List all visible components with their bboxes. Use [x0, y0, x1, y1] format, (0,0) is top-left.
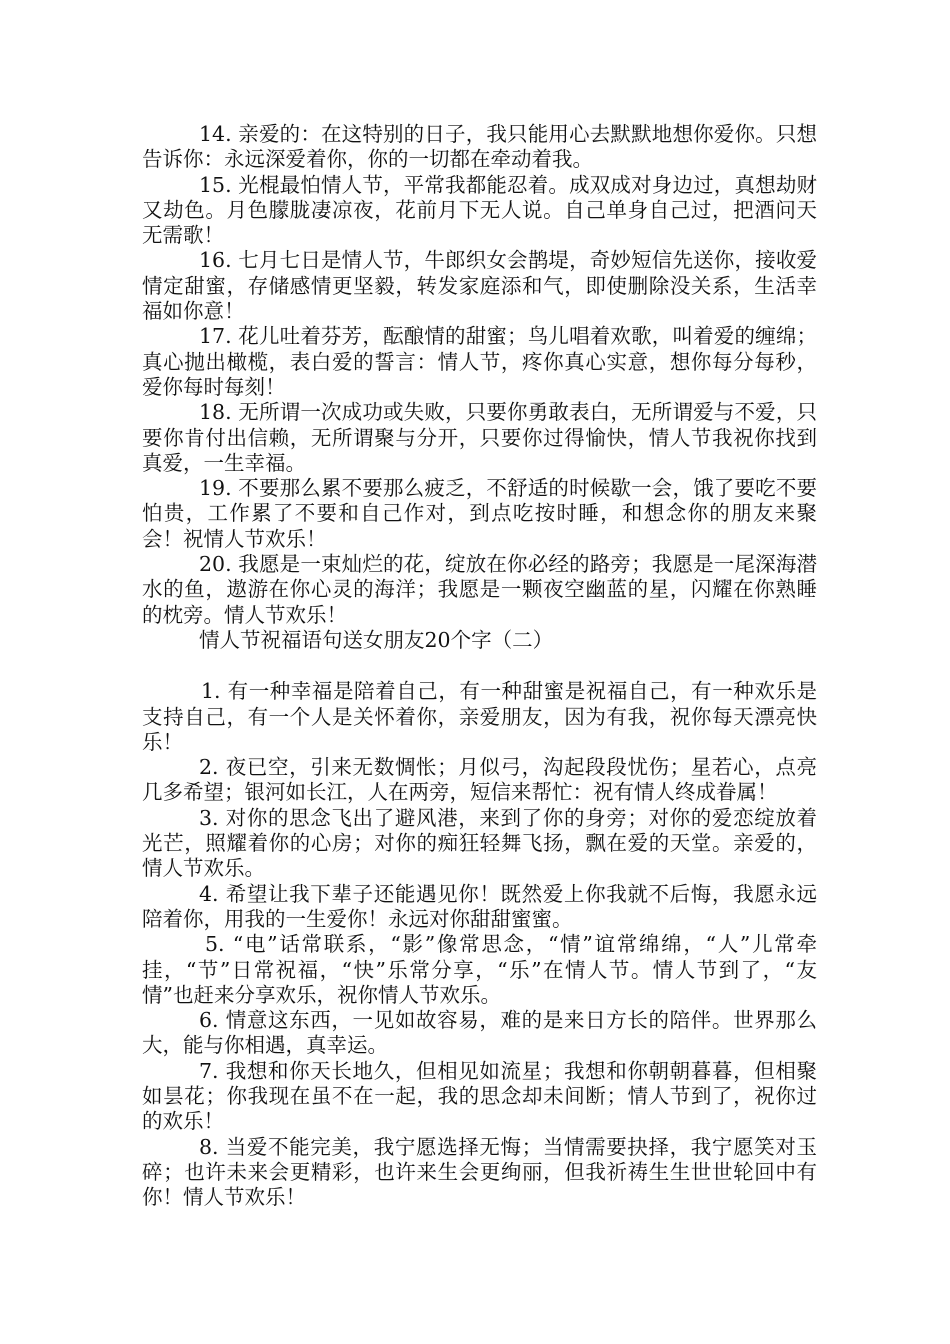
blank-line [142, 653, 817, 679]
list-item-3: 3. 对你的思念飞出了避风港，来到了你的身旁；对你的爱恋绽放着光芒，照耀着你的心房；对你的痴狂轻舞飞扬，飘在爱的天堂。亲爱的，情人节欢乐。 [142, 805, 817, 881]
list-item-17: 17. 花儿吐着芬芳，酝酿情的甜蜜；鸟儿唱着欢歌，叫着爱的缠绵；真心抛出橄榄，表白爱的誓言：情人节，疼你真心实意，想你每分每秒，爱你每时每刻！ [142, 324, 817, 399]
list-item-20: 20. 我愿是一束灿烂的花，绽放在你必经的路旁；我愿是一尾深海潜水的鱼，遨游在你心灵的海洋；我愿是一颗夜空幽蓝的星，闪耀在你熟睡的枕旁。情人节欢乐！ [142, 552, 817, 627]
list-item-14: 14. 亲爱的：在这特别的日子，我只能用心去默默地想你爱你。只想告诉你：永远深爱着你，你的一切都在牵动着我。 [142, 122, 817, 172]
list-item-4: 4. 希望让我下辈子还能遇见你！既然爱上你我就不后悔，我愿永远陪着你，用我的一生爱你！永远对你甜甜蜜蜜。 [142, 881, 817, 931]
list-item-5: 5. “电”话常联系，“影”像常思念，“情”谊常绵绵，“人”儿常牵挂，“节”日常祝福，“快”乐常分享，“乐”在情人节。情人节到了，“友情”也赶来分享欢乐，祝你情人节欢乐。 [142, 932, 817, 1007]
document-body [142, 122, 817, 1210]
list-item-19: 19. 不要那么累不要那么疲乏，不舒适的时候歇一会，饿了要吃不要怕贵，工作累了不要和自己作对，到点吃按时睡，和想念你的朋友来聚会！祝情人节欢乐！ [142, 476, 817, 551]
list-item-8: 8. 当爱不能完美，我宁愿选择无悔；当情需要抉择，我宁愿笑对玉碎；也许未来会更精彩，也许来生会更绚丽，但我祈祷生生世世轮回中有你！情人节欢乐！ [142, 1134, 817, 1210]
list-item-16: 16. 七月七日是情人节，牛郎织女会鹊堤，奇妙短信先送你，接收爱情定甜蜜，存储感情更坚毅，转发家庭添和气，即使删除没关系，生活幸福如你意！ [142, 248, 817, 324]
list-item-6: 6. 情意这东西，一见如故容易，难的是来日方长的陪伴。世界那么大，能与你相遇，真幸运。 [142, 1008, 817, 1058]
list-item-1: 1. 有一种幸福是陪着自己，有一种甜蜜是祝福自己，有一种欢乐是支持自己，有一个人是关怀着你，亲爱朋友，因为有我，祝你每天漂亮快乐！ [142, 679, 817, 754]
list-item-15: 15. 光棍最怕情人节，平常我都能忍着。成双成对身边过，真想劫财又劫色。月色朦胧凄凉夜，花前月下无人说。自己单身自己过，把酒问天无需歌！ [142, 172, 817, 248]
section-heading: 情人节祝福语句送女朋友20个字（二） [199, 627, 554, 652]
list-item-7: 7. 我想和你天长地久，但相见如流星；我想和你朝朝暮暮，但相聚如昙花；你我现在虽不在一起，我的思念却未间断；情人节到了，祝你过的欢乐！ [142, 1058, 817, 1134]
list-item-2: 2. 夜已空，引来无数惆怅；月似弓，沟起段段忧伤；星若心，点亮几多希望；银河如长江，人在两旁，短信来帮忙：祝有情人终成眷属！ [142, 755, 817, 805]
list-item-18: 18. 无所谓一次成功或失败，只要你勇敢表白，无所谓爱与不爱，只要你肯付出信赖，无所谓聚与分开，只要你过得愉快，情人节我祝你找到真爱，一生幸福。 [142, 400, 817, 475]
